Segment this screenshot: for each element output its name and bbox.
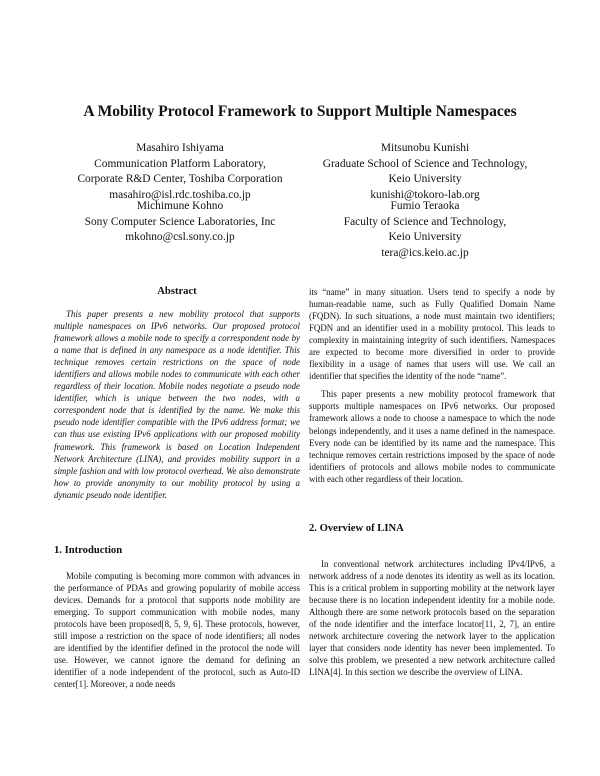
author-block-4: [300, 199, 550, 261]
author-block-2: [300, 141, 550, 203]
author-affiliation: Communication Platform Laboratory,: [94, 157, 266, 170]
abstract-heading: Abstract: [157, 286, 197, 297]
right-column-bottom: [309, 558, 555, 678]
section-heading-overview: 2. Overview of LINA: [309, 523, 404, 534]
author-block-1: [55, 141, 305, 203]
author-name: Fumio Teraoka: [390, 200, 460, 212]
body-paragraph: This paper presents a new mobility protocol framework that supports multiple namespaces on IPv6 networks. Our proposed framework allows a node to choose a namespace to which the node belongs independently, and it uses a name defined in the namespace. Every node can be identified by its name and the namespace. This technique removes certain restrictions imposed by the space of node identifiers of protocols and allows mobile nodes to communicate with each other regardless of their location.: [309, 389, 555, 484]
author-email: kunishi@tokoro-lab.org: [370, 188, 480, 201]
paper-title: A Mobility Protocol Framework to Support Multiple Namespaces: [83, 103, 517, 120]
author-affiliation: Corporate R&D Center, Toshiba Corporation: [77, 173, 283, 186]
introduction-paragraph: Mobile computing is becoming more common with advances in the performance of PDAs and growing popularity of mobile access devices. Demands for a protocol that supports node mobility are emerging. To support communication with mobile nodes, many protocols have been proposed[8, 5, 9, 6]. These protocols, however, still impose a restriction on the space of node identifiers; all nodes are identified by the identifier defined in the protocol the node will use. However, we cannot ignore the demand for defining an identifier of a node independent of the protocol, such as Auto-ID center[1]. Moreover, a node needs: [54, 571, 300, 690]
section-heading-introduction: 1. Introduction: [54, 545, 123, 556]
author-name: Masahiro Ishiyama: [136, 142, 224, 154]
author-email: mkohno@csl.sony.co.jp: [125, 231, 235, 244]
abstract-text: This paper presents a new mobility protocol that supports multiple namespaces on IPv6 networks. Our proposed protocol framework allows a mobile node to specify a correspondent node by a name that is defined in any namespace as a node identifier. This technique removes certain restrictions on the space of node identifiers and allows mobile nodes to communicate with each other regardless of their location. Mobile nodes negotiate a pseudo node identifier, which is unique between the two nodes, with a correspondent node that is identified by the name. We make this pseudo node identifier compatible with the IPv6 address format; we can thus use existing IPv6 applications with our proposed mobility framework. This framework is based on Location Independent Network Architecture (LINA), and provides mobility support in a simple fashion and with low protocol overhead. We also demonstrate how to provide anonymity to our mobility protocol by using a dynamic pseudo node identifier.: [54, 309, 300, 500]
body-paragraph: its “name” in many situation. Users tend to specify a node by human-readable name, such as Fully Qualified Domain Name (FQDN). In such situations, a node must maintain two identifiers; FQDN and an identifier used in a mobility protocol. This leads to complexity in maintaining integrity of such identifiers. Namespaces are expected to become more diversified in order to provide flexibility in a usage of names that users will use. We call an identifier that specifies the identity of the node “name”.: [309, 287, 555, 382]
author-affiliation: Sony Computer Science Laboratories, Inc: [84, 215, 276, 228]
author-affiliation: Keio University: [388, 173, 462, 186]
author-name: Michimune Kohno: [136, 200, 224, 212]
author-affiliation: Graduate School of Science and Technology,: [322, 157, 528, 170]
introduction-column: [54, 570, 300, 690]
author-block-3: [55, 199, 305, 246]
author-affiliation: Keio University: [388, 231, 462, 244]
author-email: tera@ics.keio.ac.jp: [381, 246, 469, 259]
author-email: masahiro@isl.rdc.toshiba.co.jp: [109, 188, 251, 201]
abstract-column: [54, 308, 300, 501]
body-paragraph: In conventional network architectures including IPv4/IPv6, a network address of a node denotes its identity as well as its location. This is a critical problem in supporting mobility at the network layer because there is no location independent identity for a mobile node. Although there are some network protocols based on the separation of the node identifier and the interface locator[11, 2, 7], an entire network architecture covering the network layer to the application layer that considers node identity has never been implemented. To solve this problem, we presented a new network architecture called LINA[4]. In this section we describe the overview of LINA.: [309, 559, 555, 678]
author-name: Mitsunobu Kunishi: [380, 142, 470, 154]
right-column-top: [309, 286, 555, 485]
author-affiliation: Faculty of Science and Technology,: [343, 215, 507, 228]
